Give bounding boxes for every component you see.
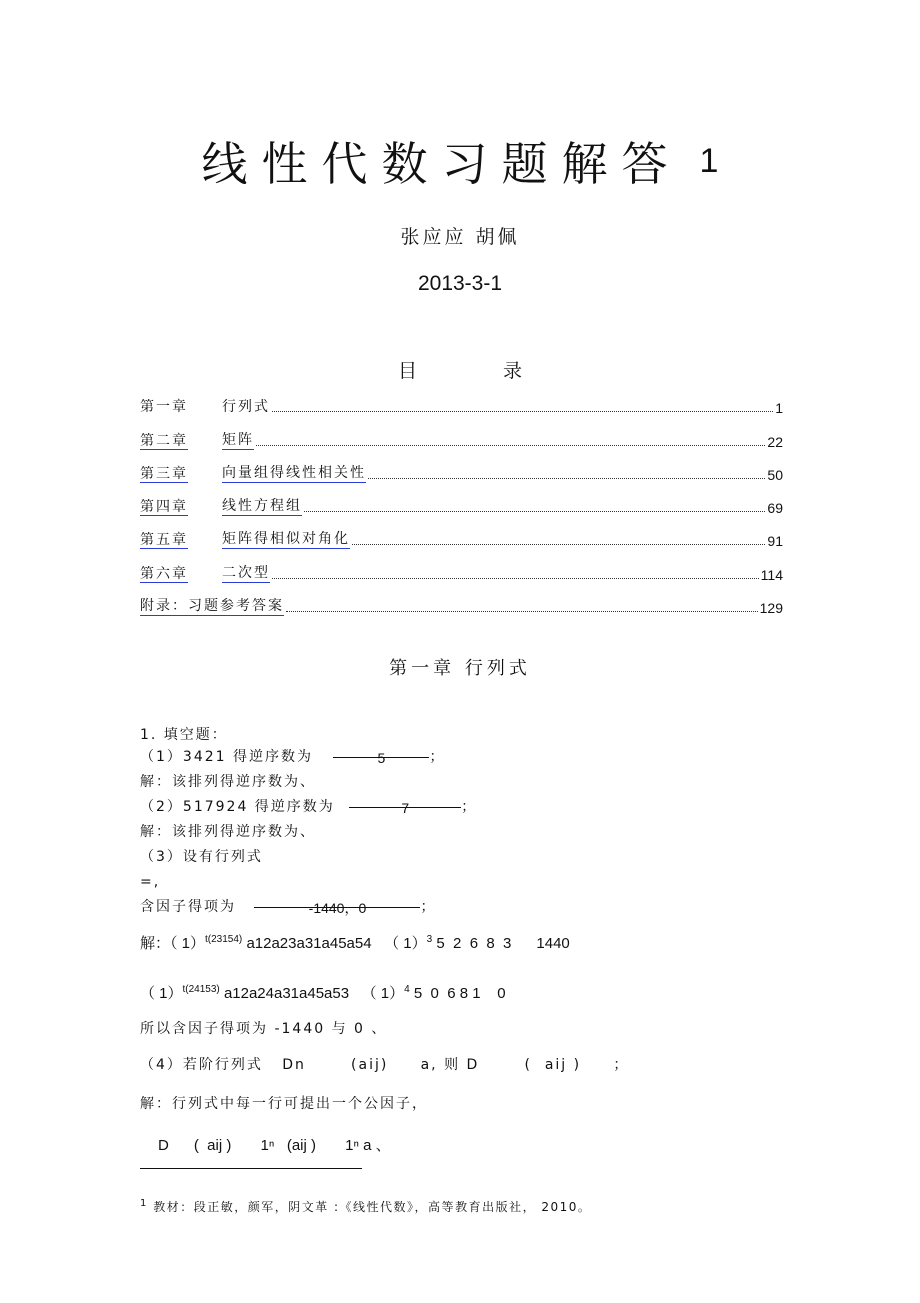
toc-page[interactable]: 114	[760, 567, 783, 583]
document-title	[0, 128, 920, 194]
toc-entry[interactable]	[140, 462, 783, 483]
body-line: 解：该排列得逆序数为、	[140, 774, 316, 790]
formula-part: （ 1）	[361, 985, 405, 1002]
body-line: 解：行列式中每一行可提出一个公因子，	[140, 1096, 428, 1112]
authors: 张应应 胡佩	[400, 226, 520, 248]
toc-entry[interactable]	[140, 595, 783, 616]
question-text: （1）3421 得逆序数为	[140, 749, 313, 765]
body-line: 解：该排列得逆序数为、	[140, 824, 316, 840]
formula-part: （ 1）	[140, 985, 183, 1002]
formula-line	[140, 982, 506, 1003]
formula-product: a12a23a31a45a54	[246, 935, 372, 952]
body-line: 1. 填空题：	[140, 727, 228, 743]
formula-sup: t(24153)	[182, 984, 220, 995]
body-line: 所以含因子得项为 -1440 与 0 、	[140, 1021, 388, 1037]
toc-page[interactable]: 22	[767, 434, 783, 450]
toc-page[interactable]: 91	[767, 533, 783, 549]
formula-line: D ( aij ) 1ⁿ (aij ) 1ⁿ a 、	[158, 1137, 391, 1154]
toc-page[interactable]: 69	[767, 500, 783, 516]
toc-chapter[interactable]: 第二章	[140, 433, 188, 449]
body-line: （4）若阶行列式 Dn (aij) a, 则 D ( aij ) ；	[140, 1057, 630, 1073]
dot-leader	[272, 578, 759, 579]
footnote-text: 教材：段正敏，颜军，阴文革 :《线性代数》，高等教育出版社， 2010。	[153, 1200, 592, 1214]
semicolon: ；	[461, 799, 478, 815]
footnote	[140, 1198, 591, 1215]
footnote-mark: 1	[140, 1198, 148, 1209]
toc-page[interactable]: 129	[759, 600, 783, 616]
footnote-mark: 1	[699, 142, 719, 180]
toc-name[interactable]: 二次型	[222, 562, 270, 583]
question-text: （2）517924 得逆序数为	[140, 799, 335, 815]
formula-part: 解：（ 1）	[140, 935, 206, 952]
semicolon: ；	[420, 899, 437, 915]
toc-page[interactable]: 50	[767, 467, 783, 483]
body-line: =,	[140, 874, 161, 890]
formula-part: （ 1）	[384, 935, 427, 952]
dot-leader	[368, 478, 765, 479]
toc-entry[interactable]	[140, 562, 783, 583]
body-line: （3）设有行列式	[140, 849, 263, 865]
toc-name[interactable]: 附录：习题参考答案	[140, 595, 284, 616]
toc-name[interactable]: 矩阵	[222, 429, 254, 450]
dot-leader	[256, 445, 765, 446]
toc-name[interactable]: 线性方程组	[222, 495, 302, 516]
formula-sup: 3	[426, 934, 433, 945]
dot-leader	[286, 611, 758, 612]
toc-entry[interactable]	[140, 495, 783, 516]
formula-sup: t(23154)	[205, 934, 243, 945]
body-line	[140, 796, 477, 816]
toc-entry[interactable]	[140, 429, 783, 450]
footnote-rule	[140, 1168, 362, 1169]
title-text: 线性代数习题解答	[201, 137, 682, 191]
toc-chapter[interactable]: 第四章	[140, 499, 188, 515]
formula-product: a12a24a31a45a53	[223, 985, 350, 1002]
formula-part: 5 2 6 8 3 1440	[436, 935, 570, 952]
toc-name[interactable]: 矩阵得相似对角化	[222, 528, 350, 549]
dot-leader	[304, 511, 765, 512]
body-line	[140, 746, 445, 766]
toc-chapter[interactable]: 第一章	[140, 399, 188, 415]
formula-sup: 4	[404, 984, 410, 995]
toc-heading: 目 录	[397, 360, 563, 382]
chapter-heading: 第一章 行列式	[389, 658, 531, 679]
toc-chapter[interactable]: 第五章	[140, 532, 188, 548]
toc-chapter[interactable]: 第三章	[140, 466, 188, 482]
answer-blank: -1440，0	[254, 907, 420, 908]
answer-blank: 7	[349, 807, 461, 808]
semicolon: ；	[429, 749, 446, 765]
formula-part: 5 0 6 8 1 0	[413, 985, 506, 1002]
toc-name[interactable]: 行列式	[222, 399, 270, 415]
dot-leader	[272, 411, 773, 412]
formula-line	[140, 932, 570, 953]
toc-entry[interactable]	[140, 396, 783, 416]
date: 2013-3-1	[417, 272, 503, 295]
toc-page[interactable]: 1	[775, 400, 783, 416]
answer-blank: 5	[333, 757, 429, 758]
toc-entry[interactable]	[140, 528, 783, 549]
body-line	[140, 896, 436, 916]
question-text: 含因子得项为	[140, 899, 236, 915]
dot-leader	[352, 544, 765, 545]
toc-name[interactable]: 向量组得线性相关性	[222, 462, 366, 483]
toc-chapter[interactable]: 第六章	[140, 566, 188, 582]
